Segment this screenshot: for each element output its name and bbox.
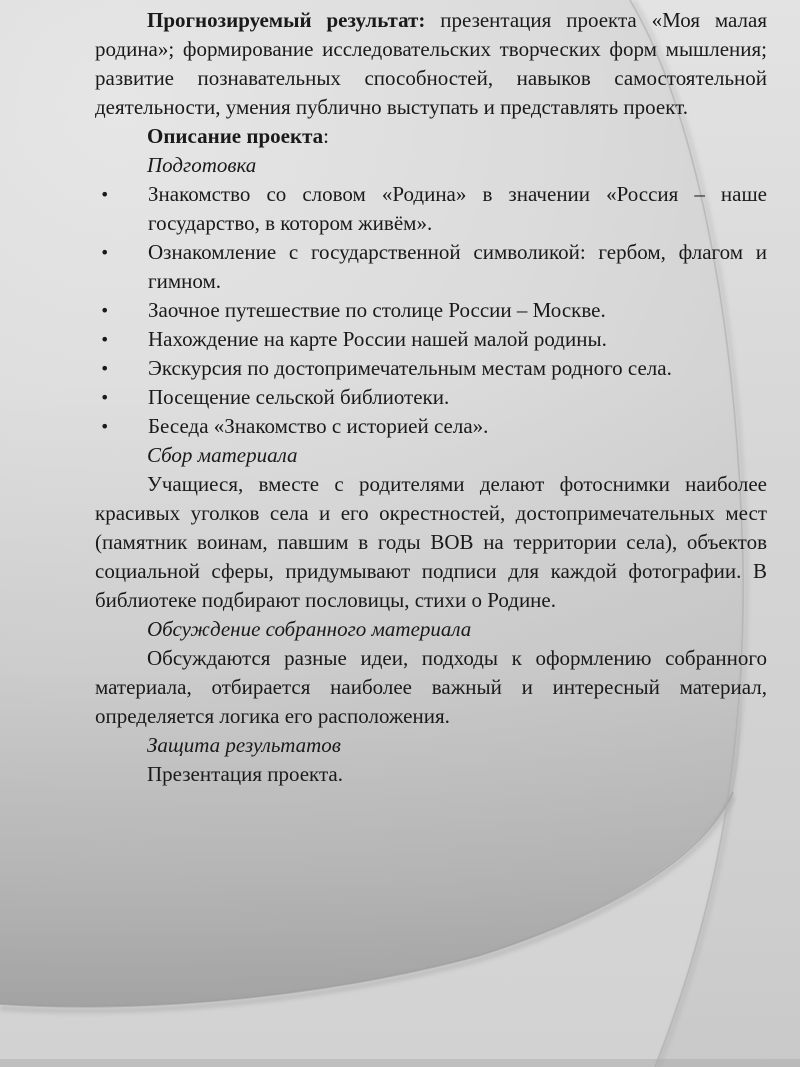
stage-title-defense: Защита результатов [147,733,341,757]
bullet-text: Беседа «Знакомство с историей села». [148,414,489,438]
bullet-marker: • [100,417,110,436]
bullet-item [95,383,767,412]
slide-text-block [95,6,767,789]
bullet-item [95,180,767,238]
bullet-marker: • [100,243,110,262]
bullet-item [95,238,767,296]
bullet-text: Заочное путешествие по столице России – Москве. [148,298,606,322]
bullet-item [95,412,767,441]
bullet-item [95,296,767,325]
collection-paragraph: Учащиеся, вместе с родителями делают фотоснимки наиболее красивых уголков села и его окрестностей, достопримечательных мест (памятник воинам, павшим в годы ВОВ на территории села), объектов социальной сферы, придумывают подписи для каждой фотографии. В библиотеке подбирают пословицы, стихи о Родине. [95,472,767,612]
bullet-text: Нахождение на карте России нашей малой родины. [148,327,607,351]
bullet-marker: • [100,301,110,320]
bullet-marker: • [100,359,110,378]
intro-body: презентация проекта «Моя малая родина»; формирование исследовательских творческих форм мышления; развитие познавательных способностей, навыков самостоятельной деятельности, умения публично выступать и представлять проект. [95,8,767,119]
bullet-marker: • [100,388,110,407]
bullet-item [95,325,767,354]
intro-paragraph [95,6,767,122]
bottom-edge-shade [0,1059,800,1067]
description-heading-text: Описание проекта [147,124,324,148]
stage-title-discussion: Обсуждение собранного материала [147,617,472,641]
bullet-marker: • [100,185,110,204]
description-heading [95,122,767,151]
stage-title-preparation: Подготовка [147,153,257,177]
bullet-text: Посещение сельской библиотеки. [148,385,450,409]
description-heading-colon: : [323,124,329,148]
bullet-marker: • [100,330,110,349]
bullet-text: Знакомство со словом «Родина» в значении «Россия – наше государство, в котором живём». [148,182,767,235]
stage-title-collection: Сбор материала [147,443,298,467]
discussion-paragraph: Обсуждаются разные идеи, подходы к оформлению собранного материала, отбирается наиболее важный и интересный материал, определяется логика его расположения. [95,646,767,728]
bullet-text: Ознакомление с государственной символикой: гербом, флагом и гимном. [148,240,767,293]
defense-paragraph: Презентация проекта. [147,762,343,786]
bullet-item [95,354,767,383]
bullet-text: Экскурсия по достопримечательным местам родного села. [148,356,672,380]
intro-lead-bold: Прогнозируемый результат: [147,8,426,32]
